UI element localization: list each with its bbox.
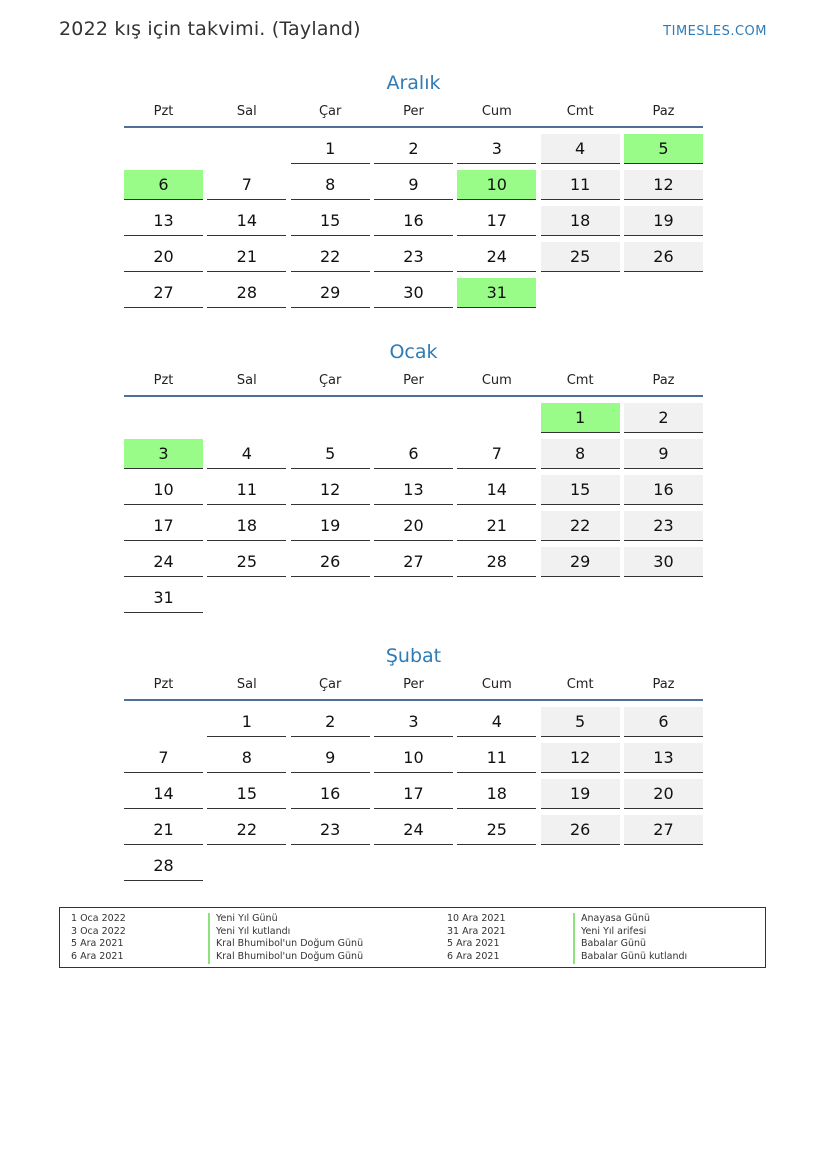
holiday-day-cell[interactable]: 10 (457, 170, 536, 200)
weekday-label: Sal (236, 104, 257, 119)
day-cell[interactable]: 22 (207, 815, 286, 845)
day-cell[interactable]: 23 (374, 242, 453, 272)
month-title: Şubat (385, 645, 442, 667)
day-cell[interactable]: 14 (457, 475, 536, 505)
day-cell[interactable]: 31 (124, 583, 203, 613)
legend-date: 6 Ara 2021 (447, 951, 500, 963)
day-cell[interactable]: 22 (541, 511, 620, 541)
legend-date: 6 Ara 2021 (71, 951, 124, 963)
day-cell[interactable]: 4 (207, 439, 286, 469)
holiday-day-cell[interactable]: 6 (124, 170, 203, 200)
day-cell[interactable]: 2 (624, 403, 703, 433)
weekday-label: Pzt (153, 104, 174, 119)
day-cell[interactable]: 11 (207, 475, 286, 505)
legend-holiday-name: Yeni Yıl arifesi (573, 926, 687, 939)
legend-dates-right (447, 913, 506, 964)
day-cell[interactable]: 1 (291, 134, 370, 164)
month-title: Aralık (386, 72, 441, 94)
legend-holiday-name: Babalar Günü (573, 938, 687, 951)
day-cell[interactable]: 24 (457, 242, 536, 272)
day-cell[interactable]: 20 (374, 511, 453, 541)
day-cell[interactable]: 14 (207, 206, 286, 236)
legend-holiday-name: Babalar Günü kutlandı (573, 951, 687, 964)
day-cell[interactable]: 7 (457, 439, 536, 469)
day-cell[interactable]: 27 (624, 815, 703, 845)
weekday-label: Per (403, 373, 424, 388)
day-cell[interactable]: 29 (541, 547, 620, 577)
day-cell[interactable]: 16 (374, 206, 453, 236)
day-grid (124, 134, 703, 308)
weekday-label: Pzt (153, 373, 174, 388)
day-cell[interactable]: 2 (374, 134, 453, 164)
day-cell[interactable]: 2 (291, 707, 370, 737)
weekday-label: Çar (318, 373, 342, 388)
weekday-label: Cmt (566, 677, 594, 692)
day-cell[interactable]: 28 (207, 278, 286, 308)
day-cell[interactable]: 4 (457, 707, 536, 737)
day-cell[interactable]: 19 (624, 206, 703, 236)
empty-cell (457, 403, 536, 432)
day-cell[interactable]: 27 (374, 547, 453, 577)
page-title: 2022 kış için takvimi. (Tayland) (59, 18, 361, 40)
day-cell[interactable]: 10 (374, 743, 453, 773)
legend-date: 1 Oca 2022 (71, 913, 126, 924)
holiday-legend (59, 907, 766, 968)
weekday-label: Cmt (566, 373, 594, 388)
day-cell[interactable]: 15 (207, 779, 286, 809)
month-december (124, 70, 703, 308)
day-cell[interactable]: 10 (124, 475, 203, 505)
legend-names-right (573, 913, 687, 964)
day-cell[interactable]: 17 (457, 206, 536, 236)
day-cell[interactable]: 24 (374, 815, 453, 845)
day-cell[interactable]: 5 (291, 439, 370, 469)
day-cell[interactable]: 17 (374, 779, 453, 809)
day-cell[interactable]: 11 (457, 743, 536, 773)
weekday-label: Paz (652, 104, 675, 119)
day-cell[interactable]: 8 (541, 439, 620, 469)
legend-holiday-name: Yeni Yıl kutlandı (208, 926, 363, 939)
weekday-header (124, 675, 703, 701)
empty-cell (124, 403, 203, 432)
day-cell[interactable]: 14 (124, 779, 203, 809)
day-cell[interactable]: 12 (291, 475, 370, 505)
day-grid (124, 707, 703, 881)
day-cell[interactable]: 18 (207, 511, 286, 541)
legend-date: 5 Ara 2021 (71, 938, 124, 950)
holiday-day-cell[interactable]: 5 (624, 134, 703, 164)
empty-cell (207, 403, 286, 432)
day-cell[interactable]: 13 (374, 475, 453, 505)
day-cell[interactable]: 3 (374, 707, 453, 737)
day-cell[interactable]: 24 (124, 547, 203, 577)
day-cell[interactable]: 20 (124, 242, 203, 272)
day-cell[interactable]: 16 (624, 475, 703, 505)
legend-holiday-name: Anayasa Günü (573, 913, 687, 926)
day-cell[interactable]: 12 (541, 743, 620, 773)
day-cell[interactable]: 5 (541, 707, 620, 737)
month-title: Ocak (389, 341, 438, 363)
legend-dates-left (71, 913, 126, 964)
weekday-label: Per (403, 677, 424, 692)
day-cell[interactable]: 18 (541, 206, 620, 236)
legend-holiday-name: Kral Bhumibol'un Doğum Günü (208, 938, 363, 951)
day-cell[interactable]: 13 (624, 743, 703, 773)
day-cell[interactable]: 21 (124, 815, 203, 845)
day-cell[interactable]: 7 (207, 170, 286, 200)
day-cell[interactable]: 29 (291, 278, 370, 308)
legend-date: 31 Ara 2021 (447, 925, 506, 937)
day-cell[interactable]: 30 (624, 547, 703, 577)
day-grid (124, 403, 703, 613)
day-cell[interactable]: 9 (624, 439, 703, 469)
legend-date: 3 Oca 2022 (71, 925, 126, 937)
weekday-header (124, 102, 703, 128)
day-cell[interactable]: 13 (124, 206, 203, 236)
empty-cell (124, 134, 203, 163)
weekday-label: Paz (652, 373, 675, 388)
weekday-label: Cum (481, 104, 512, 119)
day-cell[interactable]: 6 (624, 707, 703, 737)
day-cell[interactable]: 9 (374, 170, 453, 200)
month-february (124, 643, 703, 881)
weekday-label: Sal (236, 677, 257, 692)
weekday-label: Çar (318, 677, 342, 692)
holiday-day-cell[interactable]: 31 (457, 278, 536, 308)
day-cell[interactable]: 3 (457, 134, 536, 164)
day-cell[interactable]: 4 (541, 134, 620, 164)
site-logo[interactable]: TIMESLES.COM (663, 24, 767, 39)
empty-cell (291, 403, 370, 432)
legend-date: 5 Ara 2021 (447, 938, 500, 950)
day-cell[interactable]: 7 (124, 743, 203, 773)
weekday-label: Sal (236, 373, 257, 388)
weekday-label: Cum (481, 677, 512, 692)
day-cell[interactable]: 20 (624, 779, 703, 809)
empty-cell (124, 707, 203, 736)
weekday-label: Cum (481, 373, 512, 388)
day-cell[interactable]: 28 (124, 851, 203, 881)
day-cell[interactable]: 26 (541, 815, 620, 845)
day-cell[interactable]: 17 (124, 511, 203, 541)
day-cell[interactable]: 27 (124, 278, 203, 308)
day-cell[interactable]: 19 (291, 511, 370, 541)
day-cell[interactable]: 23 (624, 511, 703, 541)
day-cell[interactable]: 23 (291, 815, 370, 845)
day-cell[interactable]: 28 (457, 547, 536, 577)
day-cell[interactable]: 25 (207, 547, 286, 577)
holiday-day-cell[interactable]: 3 (124, 439, 203, 469)
day-cell[interactable]: 15 (291, 206, 370, 236)
holiday-day-cell[interactable]: 1 (541, 403, 620, 433)
day-cell[interactable]: 22 (291, 242, 370, 272)
day-cell[interactable]: 25 (541, 242, 620, 272)
day-cell[interactable]: 12 (624, 170, 703, 200)
empty-cell (207, 134, 286, 163)
day-cell[interactable]: 15 (541, 475, 620, 505)
legend-holiday-name: Kral Bhumibol'un Doğum Günü (208, 951, 363, 964)
day-cell[interactable]: 21 (207, 242, 286, 272)
day-cell[interactable]: 6 (374, 439, 453, 469)
weekday-label: Cmt (566, 104, 594, 119)
day-cell[interactable]: 18 (457, 779, 536, 809)
day-cell[interactable]: 9 (291, 743, 370, 773)
legend-names-left (208, 913, 363, 964)
weekday-label: Paz (652, 677, 675, 692)
weekday-label: Çar (318, 104, 342, 119)
day-cell[interactable]: 25 (457, 815, 536, 845)
day-cell[interactable]: 1 (207, 707, 286, 737)
day-cell[interactable]: 11 (541, 170, 620, 200)
month-january (124, 339, 703, 613)
day-cell[interactable]: 30 (374, 278, 453, 308)
day-cell[interactable]: 19 (541, 779, 620, 809)
empty-cell (374, 403, 453, 432)
day-cell[interactable]: 26 (624, 242, 703, 272)
day-cell[interactable]: 8 (207, 743, 286, 773)
weekday-label: Per (403, 104, 424, 119)
day-cell[interactable]: 21 (457, 511, 536, 541)
day-cell[interactable]: 16 (291, 779, 370, 809)
weekday-label: Pzt (153, 677, 174, 692)
weekday-header (124, 371, 703, 397)
day-cell[interactable]: 8 (291, 170, 370, 200)
legend-holiday-name: Yeni Yıl Günü (208, 913, 363, 926)
day-cell[interactable]: 26 (291, 547, 370, 577)
legend-date: 10 Ara 2021 (447, 913, 506, 924)
